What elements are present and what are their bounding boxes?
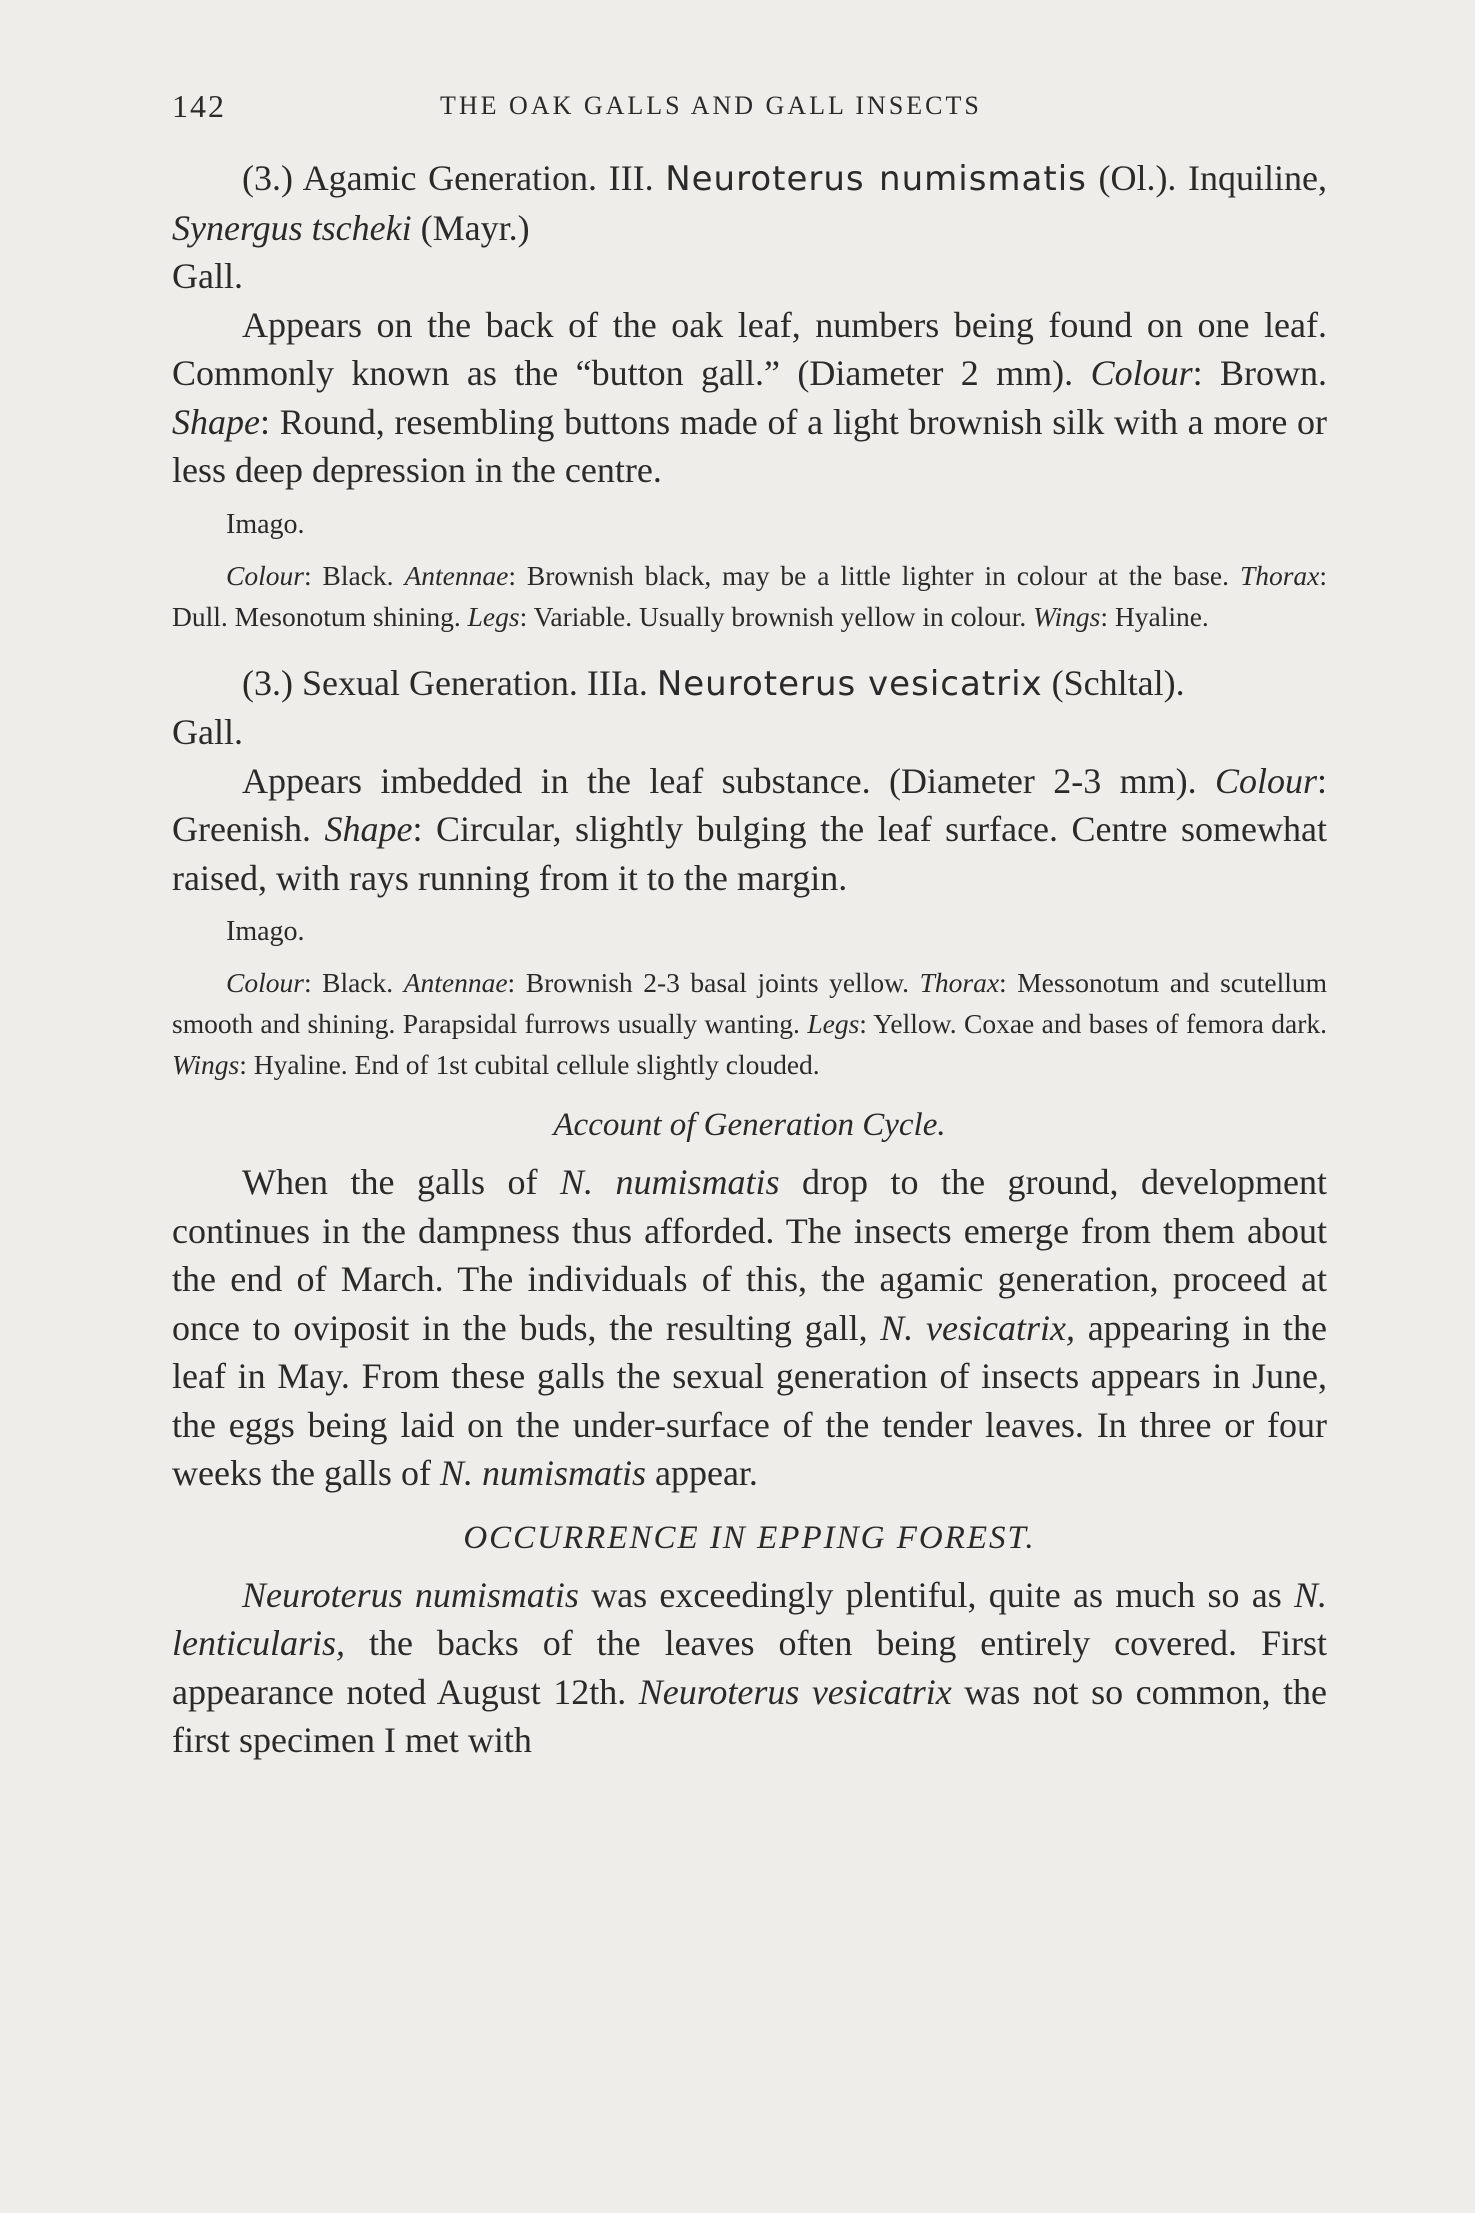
imago-label: Imago. <box>226 916 305 947</box>
imago-label: Imago. <box>226 508 305 540</box>
imago-description: Colour: Black. Antennae: Brownish 2-3 basal joints yellow. Thorax: Messonotum and scutellum smooth and shining. Parapsidal furrows usually wanting. Legs: Yellow. Coxae and bases of femora dark. Wings: Hyaline. End of 1st cubital cellule slightly clouded. <box>172 967 1328 1080</box>
account-paragraph: When the galls of N. numismatis drop to the ground, development continues in the dampness thus afforded. The insects emerge from them about the end of March. The individuals of this, the agamic generation, proceed at once to oviposit in the buds, the resulting gall, N. vesicatrix, appearing in the leaf in May. From these galls the sexual generation of insects appears in June, the eggs being laid on the under-surface of the tender leaves. In three or four weeks the galls of N. numismatis appear. <box>172 1162 1328 1493</box>
species-name: Neuroterus vesicatrix <box>656 663 1043 704</box>
inquiline-species: Synergus tscheki <box>172 207 412 248</box>
section-sexual <box>172 659 1327 903</box>
imago-description: Colour: Black. Antennae: Brownish black, may be a little lighter in colour at the base. Thorax: Dull. Mesonotum shining. Legs: Variable. Usually brownish yellow in colour. Wings: Hyaline. <box>172 559 1328 632</box>
gall-label: Gall. <box>172 256 243 296</box>
species-name: Neuroterus numismatis <box>665 159 1087 199</box>
section-heading: (3.) Agamic Generation. III. Neuroterus numismatis (Ol.). Inquiline, Synergus tscheki (Mayr.) <box>172 158 1328 248</box>
gall-label: Gall. <box>172 712 243 752</box>
running-head <box>172 88 1327 132</box>
gall-description: Appears on the back of the oak leaf, numbers being found on one leaf. Commonly known as the “button gall.” (Diameter 2 mm). Colour: Brown. Shape: Round, resembling buttons made of a light brownish silk with a more or less deep depression in the centre. <box>172 304 1328 490</box>
running-title: THE OAK GALLS AND GALL INSECTS <box>440 91 982 120</box>
section-heading: (3.) Sexual Generation. IIIa. Neuroterus vesicatrix (Schltal). <box>242 662 1185 704</box>
gall-description: Appears imbedded in the leaf substance. (Diameter 2-3 mm). Colour: Greenish. Shape: Circular, slightly bulging the leaf surface. Centre somewhat raised, with rays running from it to the margin. <box>172 760 1328 898</box>
occurrence-heading: OCCURRENCE IN EPPING FOREST. <box>463 1519 1036 1556</box>
occurrence-paragraph: Neuroterus numismatis was exceedingly plentiful, quite as much so as N. lenticularis, the backs of the leaves often being entirely covered. First appearance noted August 12th. Neuroterus vesicatrix was not so common, the first specimen I met with <box>172 1574 1328 1760</box>
section-agamic <box>172 154 1327 495</box>
page-number: 142 <box>172 88 226 124</box>
account-heading: Account of Generation Cycle. <box>553 1107 946 1143</box>
